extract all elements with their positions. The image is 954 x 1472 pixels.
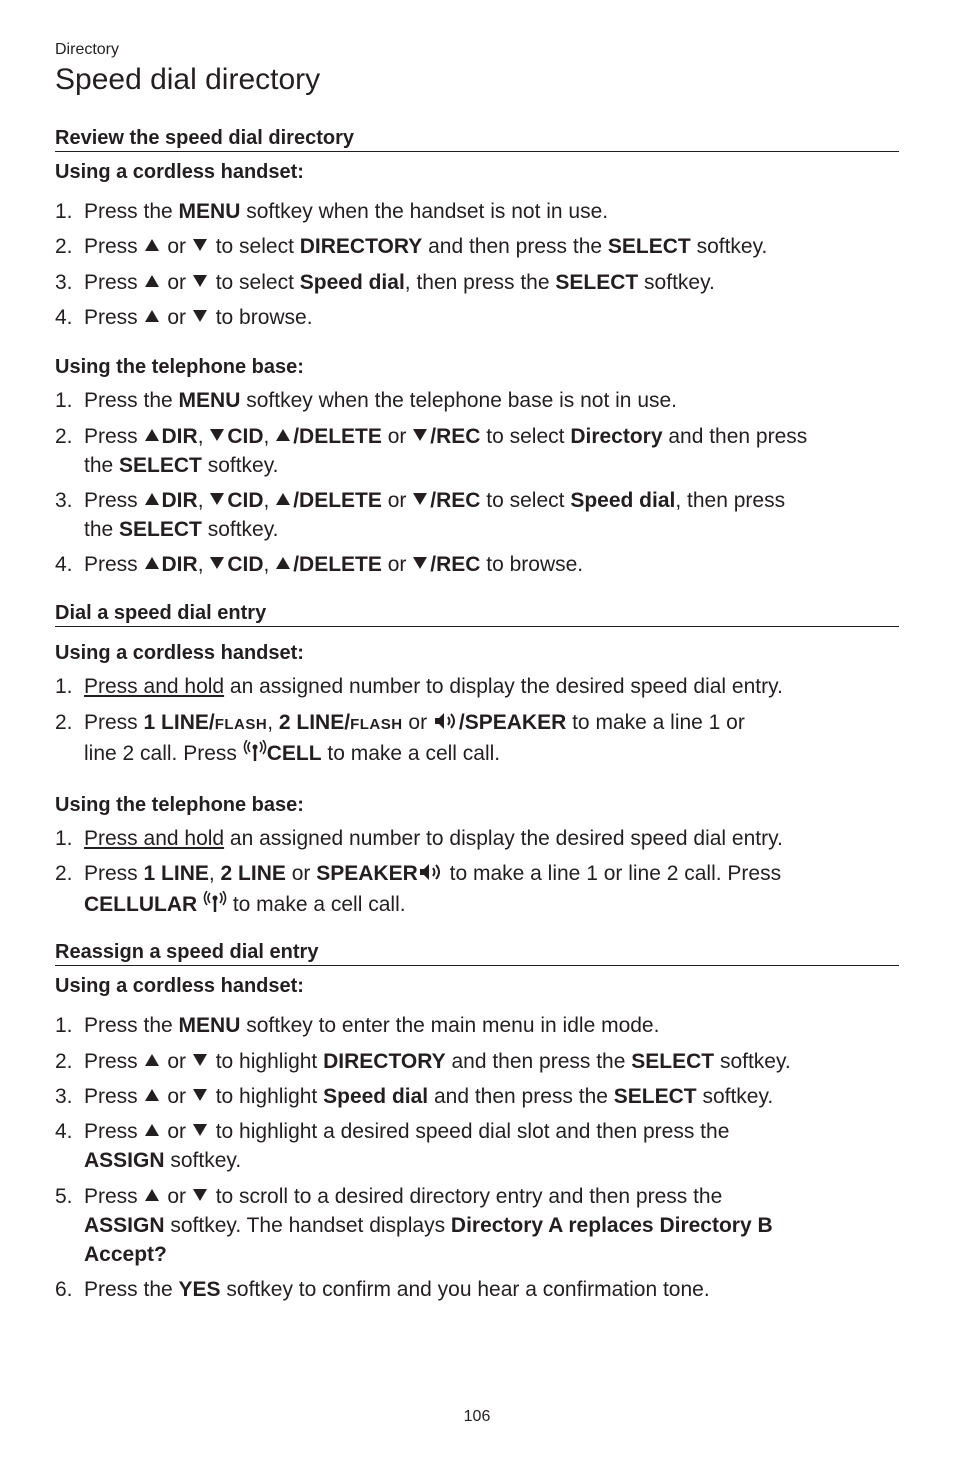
list-item: 2. Press or to highlight DIRECTORY and then press the SELECT softkey. [55,1049,791,1073]
down-arrow-icon [210,429,224,441]
list-item: 2. Press or to select DIRECTORY and then press the SELECT softkey. [55,235,768,259]
down-arrow-icon [193,275,207,287]
up-arrow-icon [145,429,159,441]
dial-base-steps [55,824,899,921]
review-base-steps [55,386,899,579]
up-arrow-icon [145,1124,159,1136]
review-heading: Review the speed dial directory [55,125,899,152]
review-base-label: Using the telephone base: [55,356,304,379]
up-arrow-icon [276,429,290,441]
review-handset-label: Using a cordless handset: [55,161,304,183]
list-item: 3. Press or to select Speed dial, then press the SELECT softkey. [55,270,715,294]
reassign-handset-label: Using a cordless handset: [55,975,304,998]
up-arrow-icon [145,1189,159,1201]
up-arrow-icon [145,1054,159,1066]
list-item: 4. Press or to highlight a desired speed dial slot and then press the ASSIGN softkey. [55,1120,730,1173]
up-arrow-icon [145,275,159,287]
review-handset-steps [55,197,899,332]
list-item: 4. Press or to browse. [55,306,313,330]
dial-heading: Dial a speed dial entry [55,600,899,627]
dial-handset-steps [55,672,899,769]
down-arrow-icon [193,1124,207,1136]
down-arrow-icon [413,557,427,569]
up-arrow-icon [145,557,159,569]
dial-handset-label: Using a cordless handset: [55,642,304,665]
speaker-icon [418,861,444,890]
reassign-handset-steps [55,1011,899,1304]
down-arrow-icon [193,1054,207,1066]
list-item: 3. Press or to highlight Speed dial and then press the SELECT softkey. [55,1084,774,1108]
up-arrow-icon [276,493,290,505]
up-arrow-icon [276,557,290,569]
list-item: 1. Press and hold an assigned number to display the desired speed dial entry. [55,826,783,850]
reassign-heading: Reassign a speed dial entry [55,939,899,966]
dial-base-label: Using the telephone base: [55,793,304,816]
cell-icon [203,891,227,921]
page-content [55,40,899,1310]
up-arrow-icon [145,239,159,251]
up-arrow-icon [145,1089,159,1101]
down-arrow-icon [193,239,207,251]
list-item: 2. Press 1 LINE, 2 LINE or SPEAKER to make a line 1 or line 2 call. Press CELLULAR to make a cell call. [55,859,899,921]
page-title: Speed dial directory [55,63,321,96]
up-arrow-icon [145,493,159,505]
down-arrow-icon [210,557,224,569]
down-arrow-icon [193,310,207,322]
down-arrow-icon [413,493,427,505]
cell-icon [243,740,267,770]
list-item: 2. Press 1 LINE/FLASH, 2 LINE/FLASH or /SPEAKER to make a line 1 or line 2 call. Press CELL to make a cell call. [55,708,899,770]
list-item: 1. Press and hold an assigned number to display the desired speed dial entry. [55,675,783,699]
up-arrow-icon [145,310,159,322]
down-arrow-icon [413,429,427,441]
list-item: 5. Press or to scroll to a desired directory entry and then press the ASSIGN softkey. The handset displays Directory A replaces Directory B Accept? [55,1184,773,1266]
list-item: 1. Press the MENU softkey when the telephone base is not in use. [55,389,678,413]
list-item: 1. Press the MENU softkey to enter the main menu in idle mode. [55,1014,660,1038]
list-item: 2. Press DIR, CID, /DELETE or /REC to select Directory and then press the SELECT softkey. [55,424,808,477]
section-label: Directory [55,41,120,58]
down-arrow-icon [193,1089,207,1101]
list-item: 3. Press DIR, CID, /DELETE or /REC to select Speed dial, then press the SELECT softkey. [55,488,786,541]
down-arrow-icon [193,1189,207,1201]
page-number: 106 [463,1408,491,1425]
list-item: 1. Press the MENU softkey when the handset is not in use. [55,200,609,223]
list-item: 6. Press the YES softkey to confirm and you hear a confirmation tone. [55,1278,710,1302]
down-arrow-icon [210,493,224,505]
speaker-icon [433,710,459,739]
list-item: 4. Press DIR, CID, /DELETE or /REC to browse. [55,553,584,577]
